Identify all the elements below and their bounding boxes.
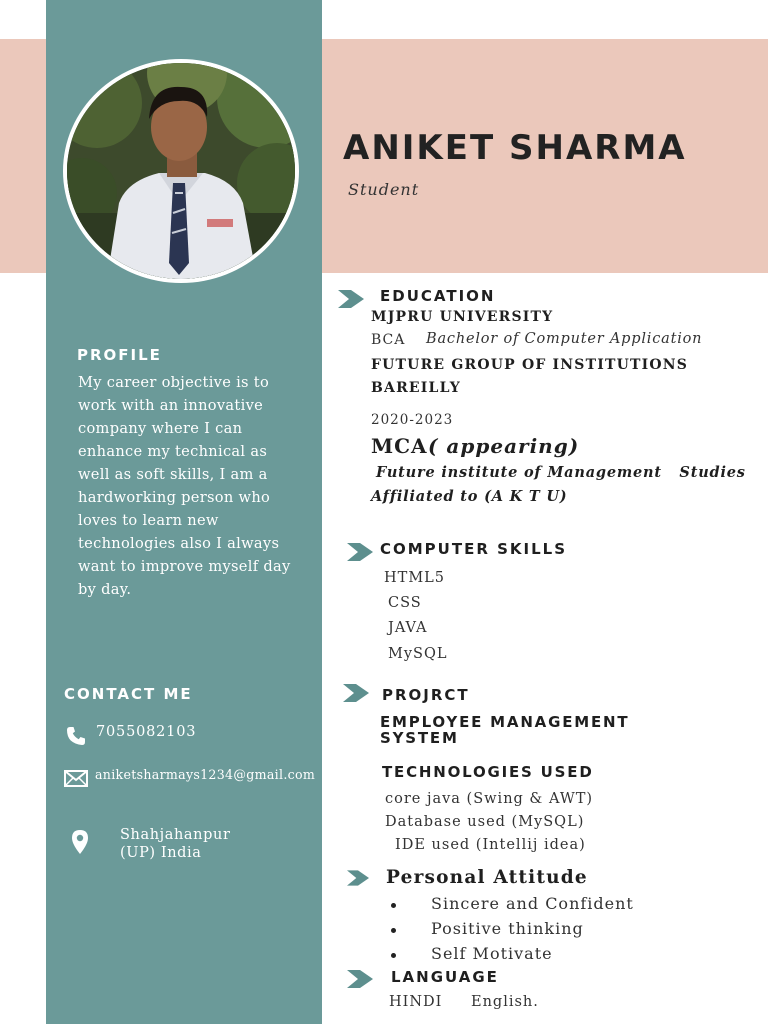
chevron-right-icon [343, 684, 369, 702]
mail-icon [64, 770, 88, 787]
skill-item: MySQL [388, 646, 448, 662]
profile-heading: PROFILE [77, 346, 162, 364]
attitude-heading: Personal Attitude [386, 867, 588, 888]
project-heading: PROJRCT [382, 686, 470, 704]
chevron-right-icon [347, 870, 369, 886]
education-institution: FUTURE GROUP OF INSTITUTIONS [371, 357, 689, 373]
profile-text: My career objective is to work with an innovative company where I can enhance my technical as well as soft skills, I am a hardworking person who loves to learn new technologies also I always want to improve myself day by day. [78, 374, 291, 598]
education-years: 2020-2023 [371, 412, 454, 428]
education-mca-title: MCA [371, 434, 428, 458]
phone-number[interactable]: 7055082103 [96, 724, 197, 740]
project-title-cont: SYSTEM [380, 729, 459, 747]
language-heading: LANGUAGE [391, 968, 499, 986]
location-pin-icon [71, 829, 89, 855]
technology-item: IDE used (Intellij idea) [395, 837, 586, 853]
education-degree-short: BCA [371, 332, 406, 348]
technology-item: core java (Swing & AWT) [385, 791, 594, 807]
education-university: MJPRU UNIVERSITY [371, 309, 554, 325]
email-address[interactable]: aniketsharmays1234@gmail.com [95, 767, 316, 782]
chevron-right-icon [338, 290, 364, 308]
education-mca-affiliation: Affiliated to (A K T U) [371, 488, 568, 505]
address-city: Shahjahanpur [120, 827, 231, 843]
skill-item: HTML5 [384, 570, 446, 586]
skill-item: JAVA [388, 620, 428, 636]
phone-icon [66, 726, 86, 746]
education-degree-full: Bachelor of Computer Application [426, 331, 703, 347]
chevron-right-icon [347, 543, 373, 561]
address-state: (UP) India [120, 845, 202, 861]
attitude-item: Self Motivate [390, 943, 634, 968]
education-mca-status: ( appearing) [428, 434, 580, 458]
language-item: HINDI [389, 994, 443, 1010]
skills-heading: COMPUTER SKILLS [380, 540, 568, 558]
attitude-list [390, 893, 634, 968]
candidate-name: ANIKET SHARMA [343, 128, 687, 168]
project-title: EMPLOYEE MANAGEMENT [380, 713, 630, 731]
technologies-heading: TECHNOLOGIES USED [382, 763, 594, 781]
skill-item: CSS [388, 595, 422, 611]
attitude-item: Sincere and Confident [390, 893, 634, 918]
attitude-item: Positive thinking [390, 918, 634, 943]
candidate-role: Student [348, 180, 420, 199]
technology-item: Database used (MySQL) [385, 814, 585, 830]
education-mca-institute: Future institute of Management Studies [376, 464, 746, 481]
education-heading: EDUCATION [380, 287, 496, 305]
profile-photo [63, 59, 299, 283]
contact-heading: CONTACT ME [64, 685, 193, 703]
education-institution-city: BAREILLY [371, 380, 461, 396]
language-item: English. [471, 994, 539, 1010]
chevron-right-icon [347, 970, 373, 988]
